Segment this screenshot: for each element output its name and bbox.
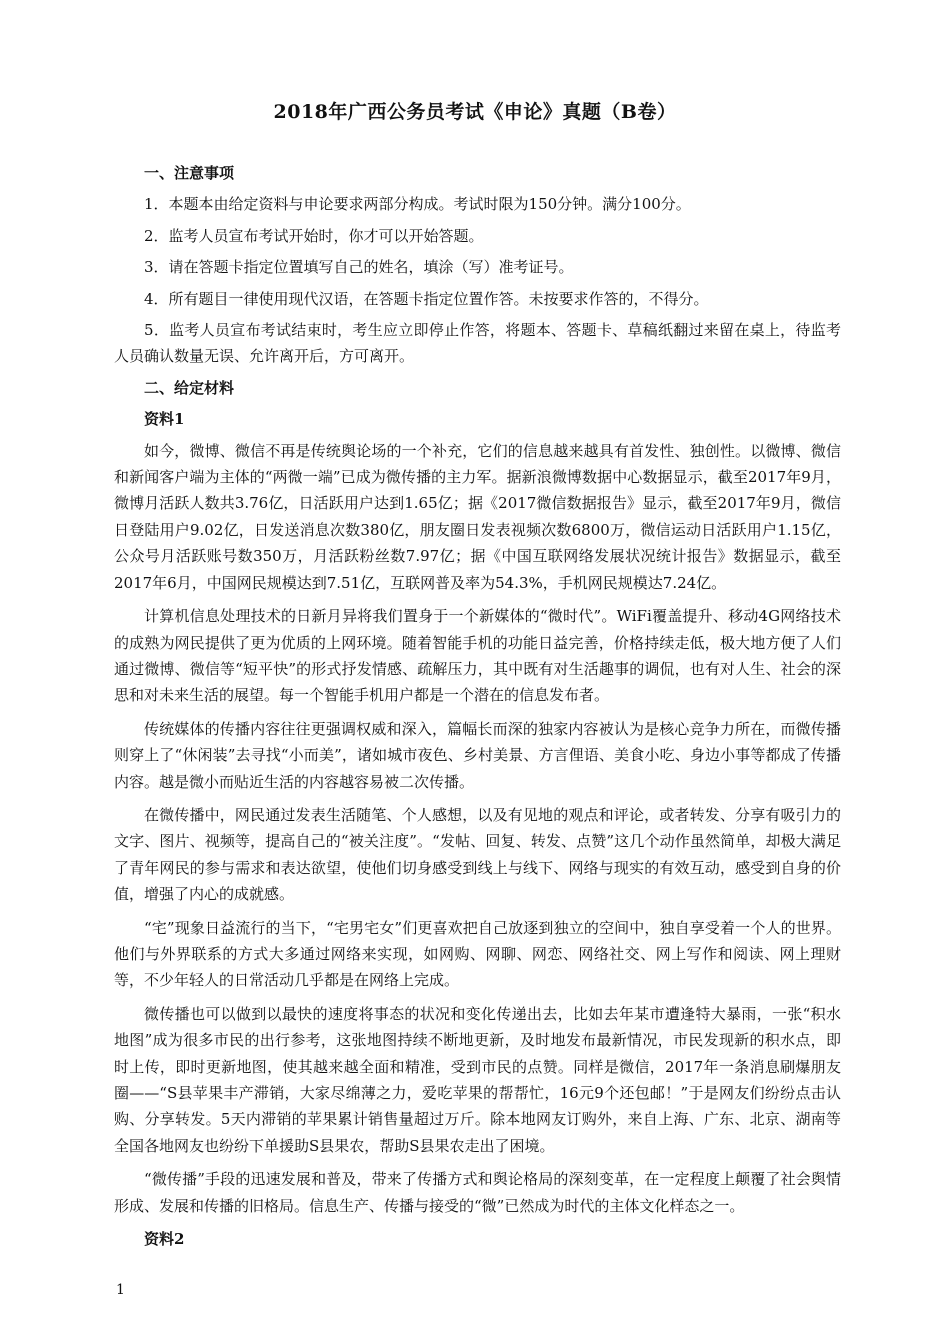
material-1-paragraph-7: “微传播”手段的迅速发展和普及，带来了传播方式和舆论格局的深刻变革，在一定程度上颠覆了社会舆情形成、发展和传播的旧格局。信息生产、传播与接受的“微”已然成为时代的主体文化样态之一。 bbox=[114, 1170, 841, 1215]
page-title: 2018年广西公务员考试《申论》真题（B卷） bbox=[273, 101, 677, 123]
material-2-label: 资料2 bbox=[144, 1230, 185, 1249]
notice-item-1: 1．本题本由给定资料与申论要求两部分构成。考试时限为150分钟。满分100分。 bbox=[144, 195, 691, 214]
material-1-paragraph-4: 在微传播中，网民通过发表生活随笔、个人感想，以及有见地的观点和评论，或者转发、分享有吸引力的文字、图片、视频等，提高自己的“被关注度”。“发帖、回复、转发、点赞”这几个动作虽然简单，却极大满足了青年网民的参与需求和表达欲望，使他们切身感受到线上与线下、网络与现实的有效互动，感受到自身的价值，增强了内心的成就感。 bbox=[114, 805, 841, 904]
material-1-paragraph-3: 传统媒体的传播内容往往更强调权威和深入，篇幅长而深的独家内容被认为是核心竞争力所在，而微传播则穿上了“休闲装”去寻找“小而美”，诸如城市夜色、乡村美景、方言俚语、美食小吃、身边小事等都成了传播内容。越是微小而贴近生活的内容越容易被二次传播。 bbox=[114, 719, 841, 791]
notice-item-4: 4．所有题目一律使用现代汉语，在答题卡指定位置作答。未按要求作答的，不得分。 bbox=[144, 289, 709, 308]
notice-item-5: 5．监考人员宣布考试结束时，考生应立即停止作答，将题本、答题卡、草稿纸翻过来留在桌上，待监考人员确认数量无误、允许离开后，方可离开。 bbox=[114, 321, 841, 366]
document-body bbox=[114, 160, 841, 1257]
material-1-label: 资料1 bbox=[144, 410, 185, 429]
material-1-paragraph-5: “宅”现象日益流行的当下，“宅男宅女”们更喜欢把自己放逐到独立的空间中，独自享受着一个人的世界。他们与外界联系的方式大多通过网络来实现，如网购、网聊、网恋、网络社交、网上写作和阅读、网上理财等，不少年轻人的日常活动几乎都是在网络上完成。 bbox=[114, 918, 841, 990]
material-1-paragraph-2: 计算机信息处理技术的日新月异将我们置身于一个新媒体的“微时代”。WiFi覆盖提升、移动4G网络技术的成熟为网民提供了更为优质的上网环境。随着智能手机的功能日益完善，价格持续走低，极大地方便了人们通过微博、微信等“短平快”的形式抒发情感、疏解压力，其中既有对生活趣事的调侃，也有对人生、社会的深思和对未来生活的展望。每一个智能手机用户都是一个潜在的信息发布者。 bbox=[114, 607, 841, 705]
section-heading-materials: 二、给定材料 bbox=[144, 378, 235, 397]
material-1-paragraph-6: 微传播也可以做到以最快的速度将事态的状况和变化传递出去，比如去年某市遭逢特大暴雨，一张“积水地图”成为很多市民的出行参考，这张地图持续不断地更新，及时地发布最新情况，市民发现新的积水点，即时上传，即时更新地图，使其越来越全面和精准，受到市民的点赞。同样是微信，2017年一条消息刷爆朋友圈——“S县苹果丰产滞销，大家尽绵薄之力，爱吃苹果的帮帮忙，16元9个还包邮！”于是网友们纷纷点击认购、分享转发。5天内滞销的苹果累计销售量超过万斤。除本地网友订购外，来自上海、广东、北京、湖南等全国各地网友也纷纷下单援助S县果农，帮助S县果农走出了困境。 bbox=[114, 1004, 841, 1155]
section-heading-notice: 一、注意事项 bbox=[144, 164, 235, 182]
page-number: 1 bbox=[116, 1282, 125, 1298]
notice-item-3: 3．请在答题卡指定位置填写自己的姓名，填涂（写）准考证号。 bbox=[144, 258, 574, 277]
notice-item-2: 2．监考人员宣布考试开始时，你才可以开始答题。 bbox=[144, 226, 484, 245]
material-1-paragraph-1: 如今，微博、微信不再是传统舆论场的一个补充，它们的信息越来越具有首发性、独创性。以微博、微信和新闻客户端为主体的“两微一端”已成为微传播的主力军。据新浪微博数据中心数据显示，截至2017年9月，微博月活跃人数共3.76亿，日活跃用户达到1.65亿；据《2017微信数据报告》显示，截至2017年9月，微信日登陆用户9.02亿，日发送消息次数380亿，朋友圈日发表视频次数6800万，微信运动日活跃用户1.15亿，公众号月活跃账号数350万，月活跃粉丝数7.97亿；据《中国互联网络发展状况统计报告》数据显示，截至2017年6月，中国网民规模达到7.51亿，互联网普及率为54.3%，手机网民规模达7.24亿。 bbox=[114, 441, 841, 592]
